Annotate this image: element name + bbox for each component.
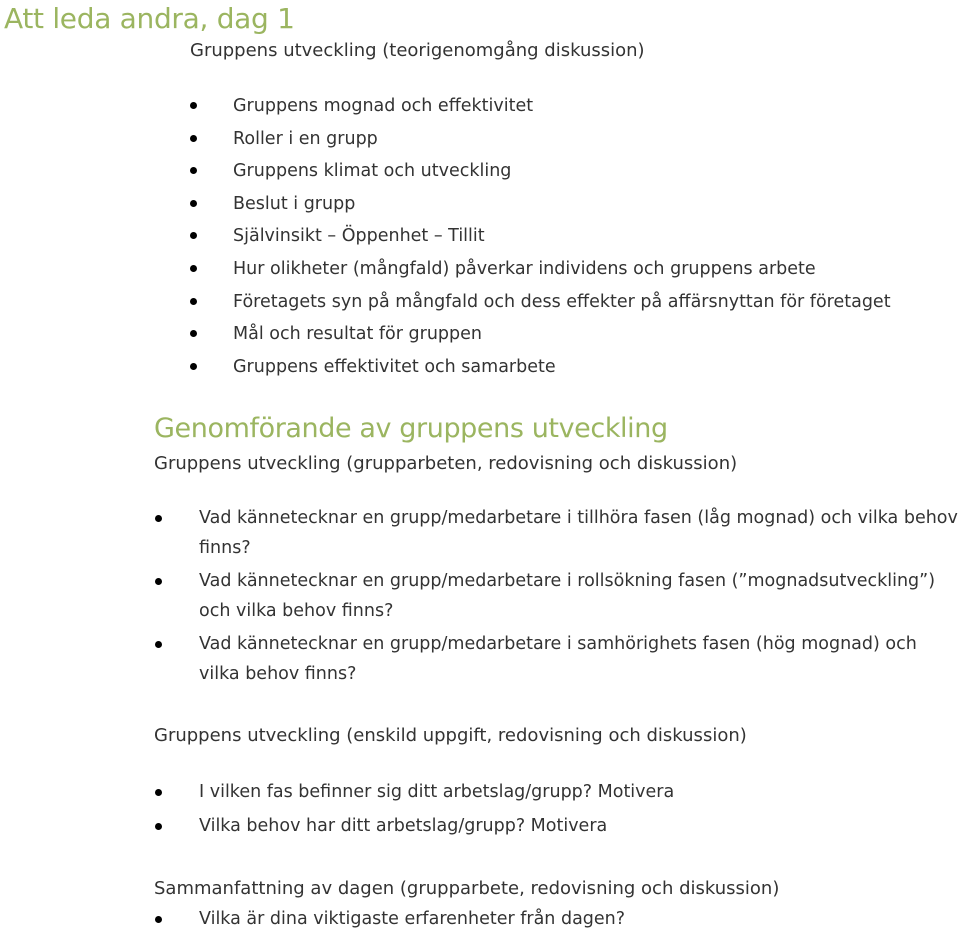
list-item: [199, 777, 674, 811]
list-item: [199, 811, 674, 845]
bullet-icon: [190, 232, 197, 239]
bullet-icon: [190, 200, 197, 207]
list-item: [233, 92, 891, 125]
intro-list: [233, 92, 891, 385]
list-item: [233, 157, 891, 190]
summary-heading: Sammanfattning av dagen (grupparbete, redovisning och diskussion): [154, 878, 780, 899]
list-item-text: Gruppens klimat och utveckling: [233, 161, 512, 182]
list-item-text: Vilka är dina viktigaste erfarenheter från dagen?: [199, 909, 626, 929]
bullet-icon: [190, 135, 197, 142]
list-item-text: Gruppens mognad och effektivitet: [233, 96, 534, 116]
list-item: [233, 288, 891, 321]
list-item: [233, 320, 891, 353]
list-item-text: Självinsikt – Öppenhet – Tillit: [233, 226, 485, 247]
bullet-icon: [155, 515, 162, 522]
bullet-icon: [155, 578, 162, 585]
page-title: Att leda andra, dag 1: [4, 2, 295, 35]
list-item-text: Företagets syn på mångfald och dess effekter på affärsnyttan för företaget: [233, 291, 891, 312]
list-item: [233, 190, 891, 223]
summary-list: [199, 904, 625, 934]
list-item: [199, 904, 625, 934]
section-title: Genomförande av gruppens utveckling: [154, 413, 668, 444]
list-item: [233, 255, 891, 288]
list-item-text: Vad kännetecknar en grupp/medarbetare i rollsökning fasen (”mognadsutveckling”) och vilka behov finns?: [199, 571, 936, 621]
bullet-icon: [190, 167, 197, 174]
list-item-text: Vilka behov har ditt arbetslag/grupp? Motivera: [199, 816, 608, 836]
intro-heading: Gruppens utveckling (teorigenomgång diskussion): [190, 40, 645, 61]
bullet-icon: [155, 641, 162, 648]
list-item: [199, 566, 959, 629]
group-list: [199, 503, 959, 692]
bullet-icon: [190, 102, 197, 109]
list-item: [233, 125, 891, 158]
list-item-text: Hur olikheter (mångfald) påverkar individens och gruppens arbete: [233, 258, 816, 279]
bullet-icon: [190, 265, 197, 272]
list-item: [199, 503, 959, 566]
bullet-icon: [190, 330, 197, 337]
bullet-icon: [190, 363, 197, 370]
list-item-text: Mål och resultat för gruppen: [233, 324, 482, 345]
group-heading: Gruppens utveckling (grupparbeten, redovisning och diskussion): [154, 453, 738, 474]
list-item-text: Roller i en grupp: [233, 128, 378, 149]
bullet-icon: [190, 298, 197, 305]
list-item-text: Vad kännetecknar en grupp/medarbetare i samhörighets fasen (hög mognad) och vilka behov finns?: [199, 634, 917, 684]
bullet-icon: [155, 916, 162, 923]
bullet-icon: [155, 823, 162, 830]
list-item-text: Vad kännetecknar en grupp/medarbetare i tillhöra fasen (låg mognad) och vilka behov finns?: [199, 508, 958, 558]
list-item-text: Gruppens effektivitet och samarbete: [233, 356, 556, 377]
individual-list: [199, 777, 674, 845]
list-item: [199, 629, 959, 692]
list-item: [233, 222, 891, 255]
list-item-text: I vilken fas befinner sig ditt arbetslag/grupp? Motivera: [199, 782, 675, 802]
bullet-icon: [155, 789, 162, 796]
list-item-text: Beslut i grupp: [233, 193, 356, 214]
individual-heading: Gruppens utveckling (enskild uppgift, redovisning och diskussion): [154, 725, 747, 746]
list-item: [233, 353, 891, 386]
